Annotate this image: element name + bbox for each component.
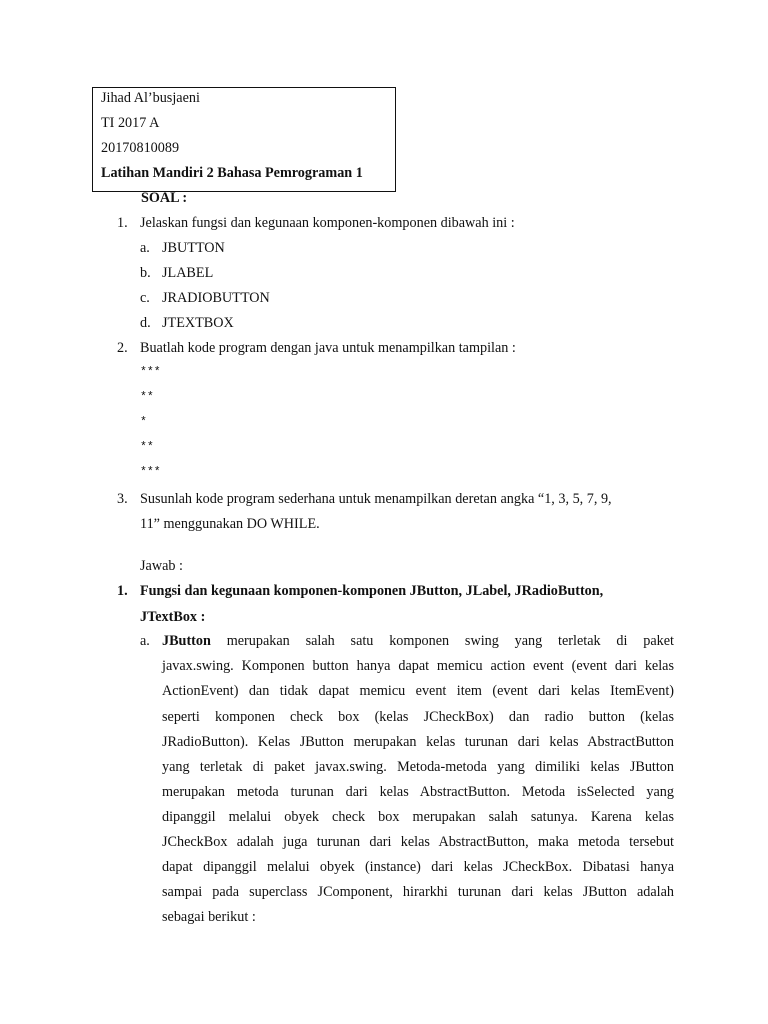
star-pattern-line: *** [140,466,161,479]
paragraph-line: seperti komponen check box (kelas JCheckBox) dan radio button (kelas [162,709,674,725]
assignment-title: Latihan Mandiri 2 Bahasa Pemrograman 1 [101,165,363,181]
q3-text-line: Susunlah kode program sederhana untuk menampilkan deretan angka “1, 3, 5, 7, 9, [140,491,612,507]
answer-number: 1. [117,583,128,599]
q1-item-text: JLABEL [162,265,214,281]
answer-heading-line: JTextBox : [140,609,206,625]
q2-number: 2. [117,340,128,356]
q1-item-text: JBUTTON [162,240,225,256]
paragraph-line: dapat dipanggil melalui obyek (instance) dari kelas JCheckBox. Dibatasi hanya [162,859,674,875]
q1-item-marker: a. [140,240,150,256]
q1-item-marker: b. [140,265,151,281]
answer-heading-line: Fungsi dan kegunaan komponen-komponen JButton, JLabel, JRadioButton, [140,583,604,599]
star-pattern-line: *** [140,366,161,379]
q3-number: 3. [117,491,128,507]
class-label: TI 2017 A [101,115,160,131]
paragraph-line: ActionEvent) dan tidak dapat memicu event item (event dari kelas ItemEvent) [162,683,674,699]
q1-item-text: JTEXTBOX [162,315,234,331]
paragraph-line: JCheckBox adalah juga turunan dari kelas AbstractButton, maka metoda tersebut [162,834,674,850]
q1-item-marker: c. [140,290,150,306]
jbutton-term: JButton [162,633,211,649]
paragraph-line: javax.swing. Komponen button hanya dapat memicu action event (event dari kelas [162,658,674,674]
paragraph-line: JRadioButton). Kelas JButton merupakan kelas turunan dari kelas AbstractButton [162,734,674,750]
paragraph-line-text: merupakan salah satu komponen swing yang terletak di paket [226,633,674,649]
author-name: Jihad Al’busjaeni [101,90,200,106]
q3-text-line: 11” menggunakan DO WHILE. [140,516,320,532]
q1-item-text: JRADIOBUTTON [162,290,270,306]
answer-paragraph-first-line [162,634,674,648]
paragraph-line: sebagai berikut : [162,909,256,925]
star-pattern-line: ** [140,391,154,404]
answer-item-marker: a. [140,633,150,649]
star-pattern-line: ** [140,441,154,454]
soal-heading: SOAL : [141,190,188,206]
q1-text: Jelaskan fungsi dan kegunaan komponen-komponen dibawah ini : [140,215,515,231]
paragraph-line: merupakan metoda turunan dari kelas AbstractButton. Metoda isSelected yang [162,784,674,800]
q1-number: 1. [117,215,128,231]
paragraph-line: sampai pada superclass JComponent, hirarkhi turunan dari kelas JButton adalah [162,884,674,900]
star-pattern-line: * [140,416,147,429]
jawab-label: Jawab : [140,558,183,574]
student-id: 20170810089 [101,140,180,156]
paragraph-line: dipanggil melalui obyek check box merupakan salah satunya. Karena kelas [162,809,674,825]
q2-text: Buatlah kode program dengan java untuk menampilkan tampilan : [140,340,516,356]
paragraph-line: yang terletak di paket javax.swing. Metoda-metoda yang dimiliki kelas JButton [162,759,674,775]
q1-item-marker: d. [140,315,151,331]
